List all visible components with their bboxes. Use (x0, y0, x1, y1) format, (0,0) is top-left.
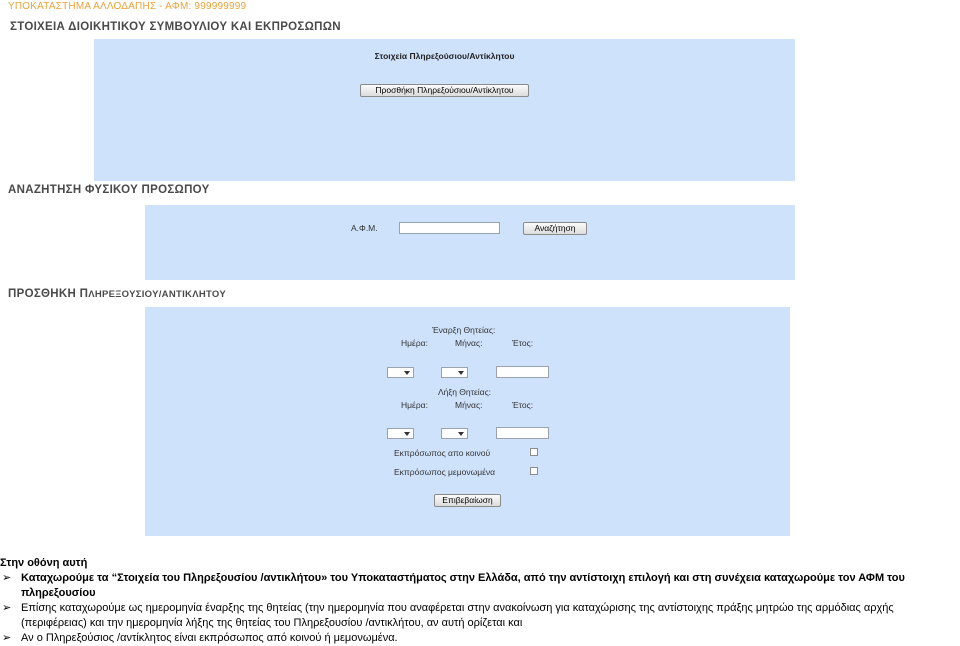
afm-label: Α.Φ.Μ. (351, 223, 378, 233)
individual-representative-checkbox[interactable] (530, 467, 538, 475)
add-representative-button[interactable]: Προσθήκη Πληρεξούσιου/Αντίκλητου (360, 84, 529, 97)
instruction-bullet-2: Επίσης καταχωρούμε ως ημερομηνία έναρξης της θητείας (την ημερομηνία που αναφέρεται στην ανακοίνωση για καταχώρισης της αντίστοιχης πράξης μητρώο της αρμόδιας αρχής (περιφέρειας) και την ημερομηνία λήξης της θητείας του Πληρεξουσίου /αντικλήτου, αν αυτή ορίζεται και (21, 602, 894, 629)
instruction-bullet-3: Αν ο Πληρεξούσιος /αντίκλητος είναι εκπρόσωπος από κοινού ή μεμονωμένα. (21, 632, 398, 644)
section-add-title (8, 288, 226, 300)
start-month-select[interactable] (441, 367, 468, 378)
section-add-title-prefix: ΠΡΟΣΘΗΚΗ Π (8, 288, 89, 300)
joint-representative-checkbox[interactable] (530, 448, 538, 456)
chevron-down-icon (404, 371, 410, 375)
end-year-input[interactable] (496, 427, 549, 439)
instructions (0, 556, 960, 644)
arrow-bullet-icon: ➢ (2, 602, 12, 614)
start-day-label: Ημέρα: (401, 338, 428, 348)
term-start-label: Έναρξη Θητείας: (432, 325, 496, 335)
end-month-label: Μήνας: (455, 400, 483, 410)
start-day-select[interactable] (387, 367, 414, 378)
search-button[interactable]: Αναζήτηση (523, 222, 587, 235)
instructions-heading: Στην οθόνη αυτή (0, 557, 88, 569)
arrow-bullet-icon: ➢ (2, 572, 12, 584)
end-month-select[interactable] (441, 428, 468, 439)
term-end-label: Λήξη Θητείας: (438, 387, 492, 397)
chevron-down-icon (458, 371, 464, 375)
search-panel (145, 205, 795, 280)
arrow-bullet-icon: ➢ (2, 632, 12, 644)
end-year-label: Έτος: (512, 400, 534, 410)
chevron-down-icon (404, 432, 410, 436)
section-board-title: ΣΤΟΙΧΕΙΑ ΔΙΟΙΚΗΤΙΚΟΥ ΣΥΜΒΟΥΛΙΟΥ ΚΑΙ ΕΚΠΡΟΣΩΠΩΝ (10, 21, 341, 33)
confirm-button[interactable]: Επιβεβαίωση (434, 494, 501, 507)
end-day-select[interactable] (387, 428, 414, 439)
branch-afm-header: ΥΠΟΚΑΤΑΣΤΗΜΑ ΑΛΛΟΔΑΠΗΣ - ΑΦΜ: 999999999 (8, 1, 247, 12)
instruction-bullet-1: Καταχωρούμε τα “Στοιχεία του Πληρεξουσίου /αντικλήτου» του Υποκαταστήματος στην Ελλάδα, από την αντίστοιχη επιλογή και στη συνέχεια καταχωρούμε τον ΑΦΜ του πληρεξουσίου (21, 572, 905, 599)
add-representative-panel (145, 307, 790, 536)
end-day-label: Ημέρα: (401, 400, 428, 410)
representative-panel (94, 39, 795, 181)
section-search-title: ΑΝΑΖΗΤΗΣΗ ΦΥΣΙΚΟΥ ΠΡΟΣΩΠΟΥ (8, 184, 210, 196)
chevron-down-icon (458, 432, 464, 436)
joint-representative-label: Εκπρόσωπος απο κοινού (394, 448, 491, 458)
section-add-title-suffix: ΛΗΡΕΞΟΥΣΙΟΥ/ΑΝΤΙΚΛΗΤΟΥ (88, 289, 226, 300)
start-month-label: Μήνας: (455, 338, 483, 348)
afm-input[interactable] (399, 222, 500, 234)
panel-heading: Στοιχεία Πληρεξούσιου/Αντίκλητου (374, 51, 515, 61)
individual-representative-label: Εκπρόσωπος μεμονωμένα (394, 467, 496, 477)
start-year-label: Έτος: (512, 338, 534, 348)
start-year-input[interactable] (496, 366, 549, 378)
